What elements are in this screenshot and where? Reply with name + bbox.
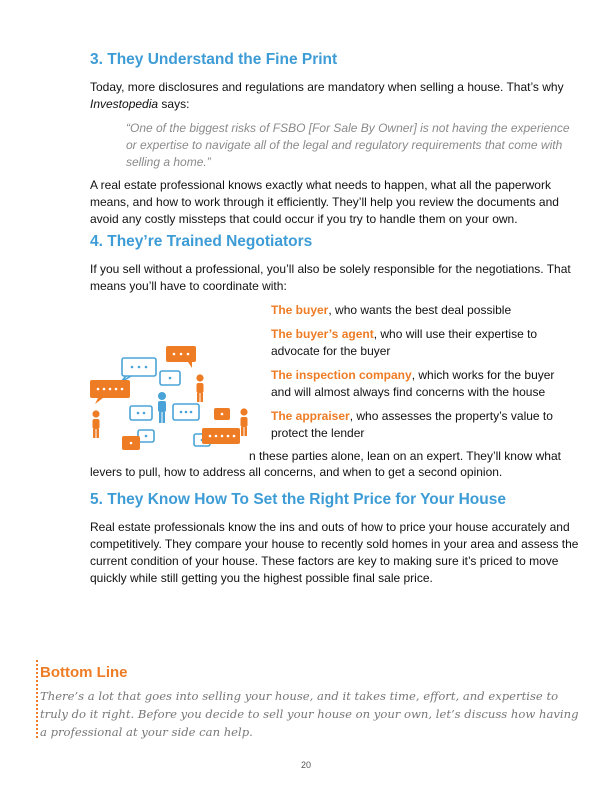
section-3-heading: 3. They Understand the Fine Print — [90, 51, 338, 68]
section-4-heading: 4. They’re Trained Negotiators — [90, 233, 313, 250]
section-3-intro-before: Today, more disclosures and regulations are mandatory when selling a house. That’s why — [90, 80, 564, 94]
section-4-intro: If you sell without a professional, you’ll also be solely responsible for the negotiations. That means you’ll have to coordinate with: — [90, 262, 571, 293]
bullet-buyers-agent — [271, 326, 571, 360]
bottom-line-title: Bottom Line — [40, 664, 128, 681]
negotiation-people-speech-bubbles-icon — [84, 338, 254, 458]
bullet-buyer-lead: The buyer — [271, 303, 329, 317]
bullet-appraiser-lead: The appraiser — [271, 409, 350, 423]
section-3-intro-after: says: — [158, 97, 190, 111]
section-5-heading: 5. They Know How To Set the Right Price for Your House — [90, 491, 506, 508]
bullet-inspection-text: , which works for the buyer and will almost always find concerns with the house — [271, 368, 555, 399]
bullet-buyers-agent-lead: The buyer’s agent — [271, 327, 374, 341]
bullet-appraiser — [271, 408, 571, 442]
bullet-buyer-text: , who wants the best deal possible — [328, 303, 512, 317]
section-5-body: Real estate professionals know the ins and outs of how to price your house accurately and competitively. They compare your house to recently sold homes in your area and assess the current condition of your house. These factors are key to making sure it’s priced to move quickly while still getting you the highest possible final sale price. — [90, 520, 579, 585]
bullet-appraiser-text: , who assesses the property’s value to protect the lender — [271, 409, 553, 440]
bullet-inspection-lead: The inspection company — [271, 368, 412, 382]
page-number: 20 — [300, 760, 311, 770]
section-4-closing-line1: n these parties alone, lean on an expert. They’ll know what — [249, 449, 561, 463]
section-3-quote: “One of the biggest risks of FSBO [For Sale By Owner] is not having the experience or expertise to navigate all of the legal and regulatory requirements that come with selling a home.” — [126, 121, 570, 169]
section-3-body: A real estate professional knows exactly what needs to happen, what all the paperwork means, and how to work through it efficiently. They’ll help you review the documents and avoid any costly missteps that could occur if you try to handle them on your own. — [90, 178, 559, 226]
section-4-closing-line2: levers to pull, how to address all concerns, and when to get a second opinion. — [90, 465, 503, 479]
bullet-buyers-agent-text: , who will use their expertise to advocate for the buyer — [271, 327, 538, 358]
bullet-buyer — [271, 302, 571, 319]
section-3-intro-source: Investopedia — [90, 97, 159, 111]
section-3-intro — [90, 79, 580, 113]
bottom-line-text: There’s a lot that goes into selling your house, and it takes time, effort, and expertise to truly do it right. Before you decide to sell your house on your own, let’s discuss how having a professional at your side can help. — [40, 689, 579, 739]
bullet-inspection — [271, 367, 571, 401]
